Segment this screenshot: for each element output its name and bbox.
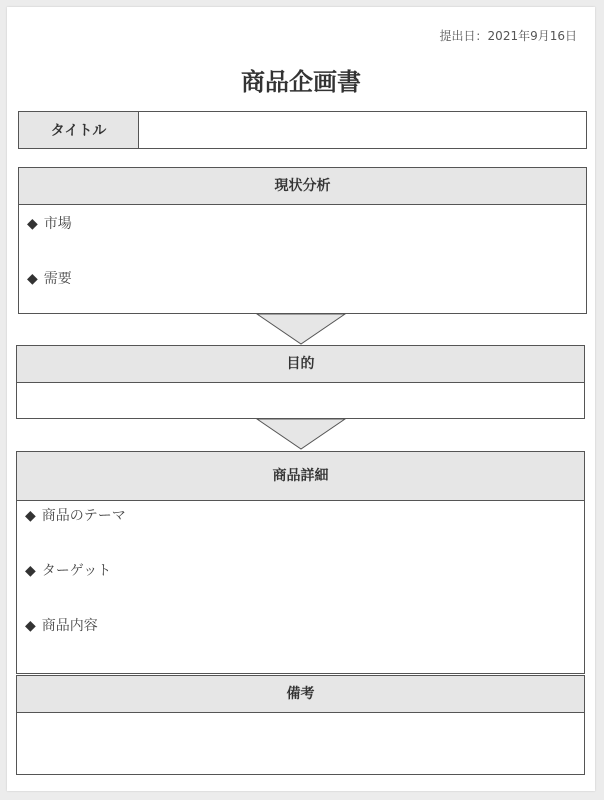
title-label: タイトル	[19, 112, 139, 148]
list-item	[27, 213, 72, 233]
diamond-bullet-icon: ◆	[25, 508, 36, 524]
remarks-section	[16, 675, 585, 775]
current-analysis-section	[18, 167, 587, 314]
title-input[interactable]	[139, 112, 586, 148]
down-arrow-icon	[255, 418, 347, 450]
product-details-heading: 商品詳細	[17, 452, 584, 501]
submission-date: 提出日：2021年9月16日	[439, 29, 577, 43]
item-content-label: 商品内容	[41, 618, 98, 634]
current-analysis-heading: 現状分析	[19, 168, 586, 205]
diamond-bullet-icon: ◆	[25, 563, 36, 579]
document-title: 商品企画書	[241, 68, 361, 96]
remarks-heading: 備考	[17, 676, 584, 713]
list-item	[25, 505, 126, 525]
list-item	[25, 615, 98, 635]
title-row	[18, 111, 587, 149]
diamond-bullet-icon: ◆	[25, 618, 36, 634]
purpose-heading: 目的	[17, 346, 584, 383]
item-market-label: 市場	[43, 216, 72, 232]
list-item	[27, 268, 72, 288]
item-demand-label: 需要	[43, 271, 72, 287]
document-page	[7, 7, 595, 791]
item-theme-label: 商品のテーマ	[41, 508, 126, 524]
purpose-content[interactable]	[17, 383, 584, 418]
purpose-section	[16, 345, 585, 419]
down-arrow-icon	[255, 313, 347, 345]
diamond-bullet-icon: ◆	[27, 216, 38, 232]
diamond-bullet-icon: ◆	[27, 271, 38, 287]
item-target-label: ターゲット	[41, 563, 112, 579]
remarks-content[interactable]	[17, 713, 584, 774]
product-details-section	[16, 451, 585, 674]
list-item	[25, 560, 111, 580]
